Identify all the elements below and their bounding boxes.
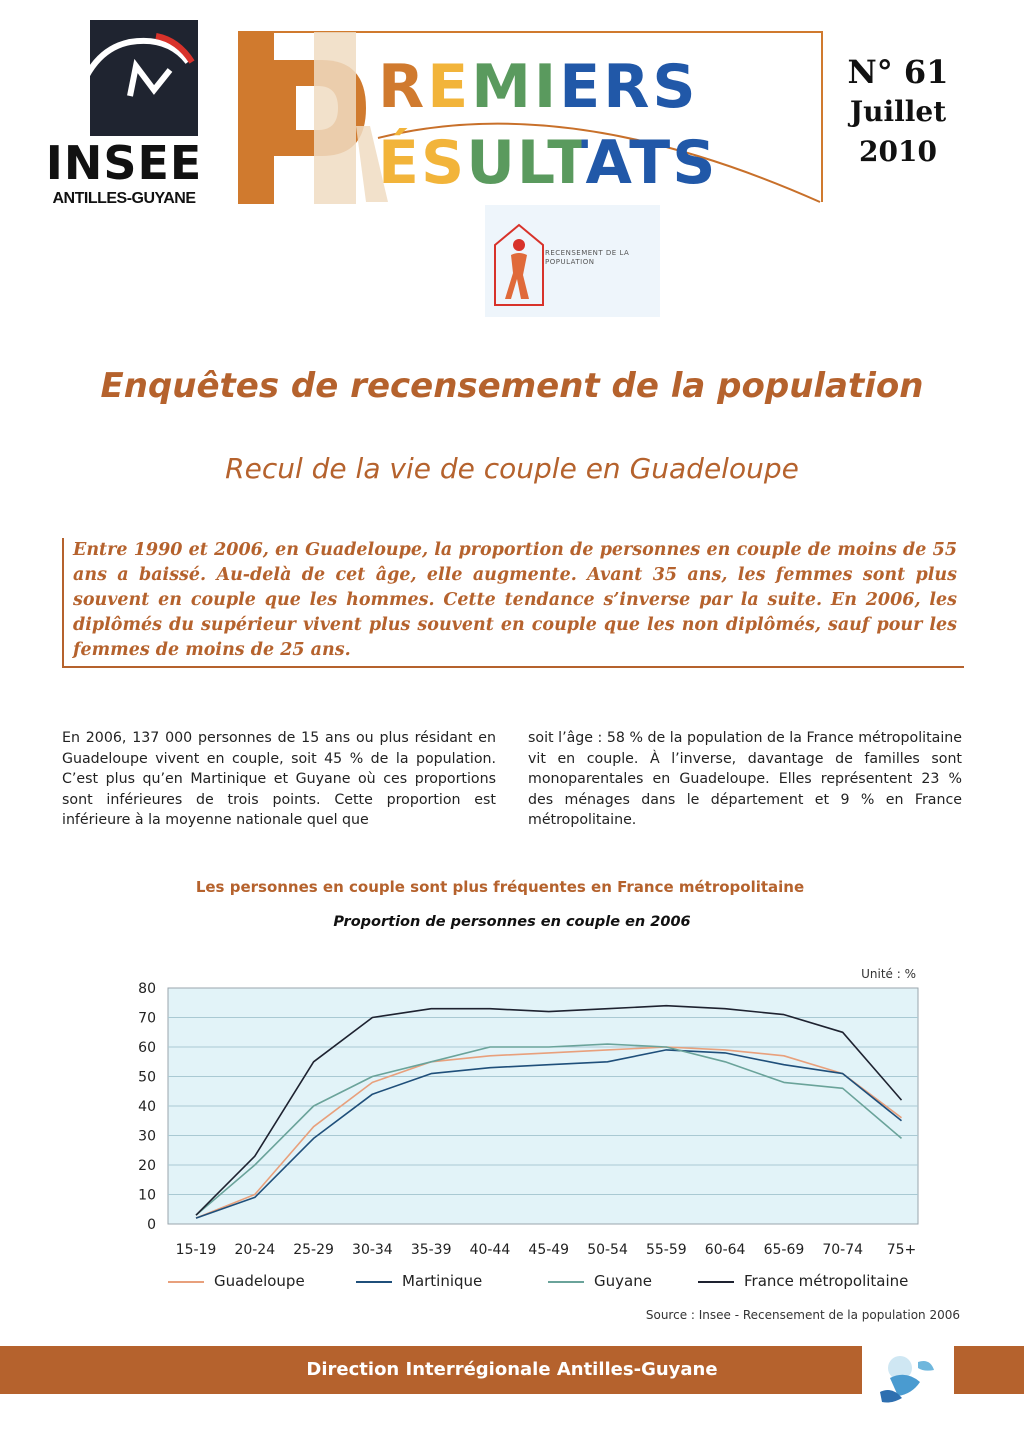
x-tick-label: 70-74: [822, 1242, 864, 1258]
legend-label: Guyane: [594, 1272, 652, 1290]
x-tick-label: 15-19: [175, 1242, 217, 1258]
legend-swatch: [698, 1281, 734, 1283]
page-title: Enquêtes de recensement de la population: [100, 366, 924, 406]
x-tick-label: 60-64: [704, 1242, 746, 1258]
x-tick-label: 55-59: [645, 1242, 687, 1258]
page-subtitle: Recul de la vie de couple en Guadeloupe: [225, 452, 799, 485]
summary-text: Entre 1990 et 2006, en Guadeloupe, la proportion de personnes en couple de moins de 55 ans a baissé. Au-delà de cet âge, elle augmente. Avant 35 ans, les femmes sont plus souvent en couple que les hommes. Cette tendance s’inverse par la suite. En 2006, les diplômés du supérieur vivent plus souvent en couple que les non diplômés, sauf pour les femmes de moins de 25 ans.: [73, 540, 957, 660]
x-tick-label: 20-24: [234, 1242, 276, 1258]
banner-line-2-text: ÉSULTATS: [378, 128, 718, 198]
census-logo-label: RECENSEMENT DE LA POPULATION: [545, 249, 630, 266]
banner-line-1-text: REMIERS: [378, 52, 699, 122]
line-chart: [0, 960, 1024, 1260]
x-tick-label: 75+: [886, 1242, 917, 1258]
issue-year: 2010: [859, 135, 937, 168]
issue-month: Juillet: [849, 95, 947, 128]
y-tick-label: 70: [138, 1010, 156, 1027]
y-tick-label: 60: [138, 1040, 156, 1056]
x-tick-label: 25-29: [293, 1242, 334, 1258]
legend-swatch: [168, 1281, 204, 1283]
body-text-right: soit l’âge : 58 % de la population de la France métropolitaine vit en couple. À l’inverse, davantage de familles sont monoparentales en Guadeloupe. Elles représentent 23 % des ménages dans le département et 9 % en France métropolitaine.: [528, 730, 962, 829]
body-text-left: En 2006, 137 000 personnes de 15 ans ou plus résidant en Guadeloupe vivent en couple, soit 45 % de la population. C’est plus qu’en Martinique et Guyane où ces proportions sont inférieures de trois points. Cette proportion est inférieure à la moyenne nationale quel que: [62, 730, 496, 829]
x-tick-label: 45-49: [528, 1242, 570, 1258]
legend-swatch: [548, 1281, 584, 1283]
banner-line-2: [378, 130, 717, 196]
chart-subtitle: Proportion de personnes en couple en 2006: [333, 914, 691, 930]
footer-text: Direction Interrégionale Antilles-Guyane: [306, 1359, 718, 1380]
footer-logo: [862, 1338, 954, 1414]
y-axis: [138, 981, 156, 1233]
x-tick-label: 30-34: [352, 1242, 393, 1258]
x-tick-label: 50-54: [587, 1242, 628, 1258]
y-tick-label: 0: [147, 1217, 156, 1233]
insee-region-label: ANTILLES-GUYANE: [52, 190, 196, 207]
chart-legend: [168, 1270, 928, 1296]
insee-logo: [38, 18, 210, 213]
y-tick-label: 50: [138, 1069, 156, 1086]
x-tick-label: 40-44: [469, 1242, 511, 1258]
legend-label: Guadeloupe: [214, 1272, 305, 1290]
y-tick-label: 30: [138, 1128, 156, 1145]
x-tick-label: 35-39: [410, 1242, 452, 1258]
y-tick-label: 40: [138, 1099, 156, 1115]
source-note: Source : Insee - Recensement de la population 2006: [645, 1308, 960, 1322]
x-tick-label: 65-69: [763, 1242, 805, 1258]
issue-number: N° 61: [847, 53, 949, 91]
banner-line-1: [378, 54, 699, 120]
summary-box: [62, 538, 964, 668]
chart-unit-label: Unité : %: [861, 967, 916, 981]
insee-mark-icon: [70, 26, 210, 126]
y-tick-label: 20: [138, 1158, 156, 1174]
insee-wordmark: INSEE: [45, 136, 203, 190]
y-tick-label: 80: [138, 981, 156, 997]
legend-label: Martinique: [402, 1272, 483, 1290]
chart-title: Les personnes en couple sont plus fréquentes en France métropolitaine: [195, 878, 805, 896]
legend-swatch: [356, 1281, 392, 1283]
legend-label: France métropolitaine: [744, 1272, 909, 1290]
premiers-resultats-banner: [238, 30, 824, 208]
census-logo: [485, 205, 660, 317]
issue-info: [838, 52, 958, 172]
x-axis: [176, 1242, 917, 1258]
footer-emblem-icon: [862, 1338, 954, 1414]
census-house-icon: [489, 215, 549, 315]
y-tick-label: 10: [138, 1187, 156, 1204]
